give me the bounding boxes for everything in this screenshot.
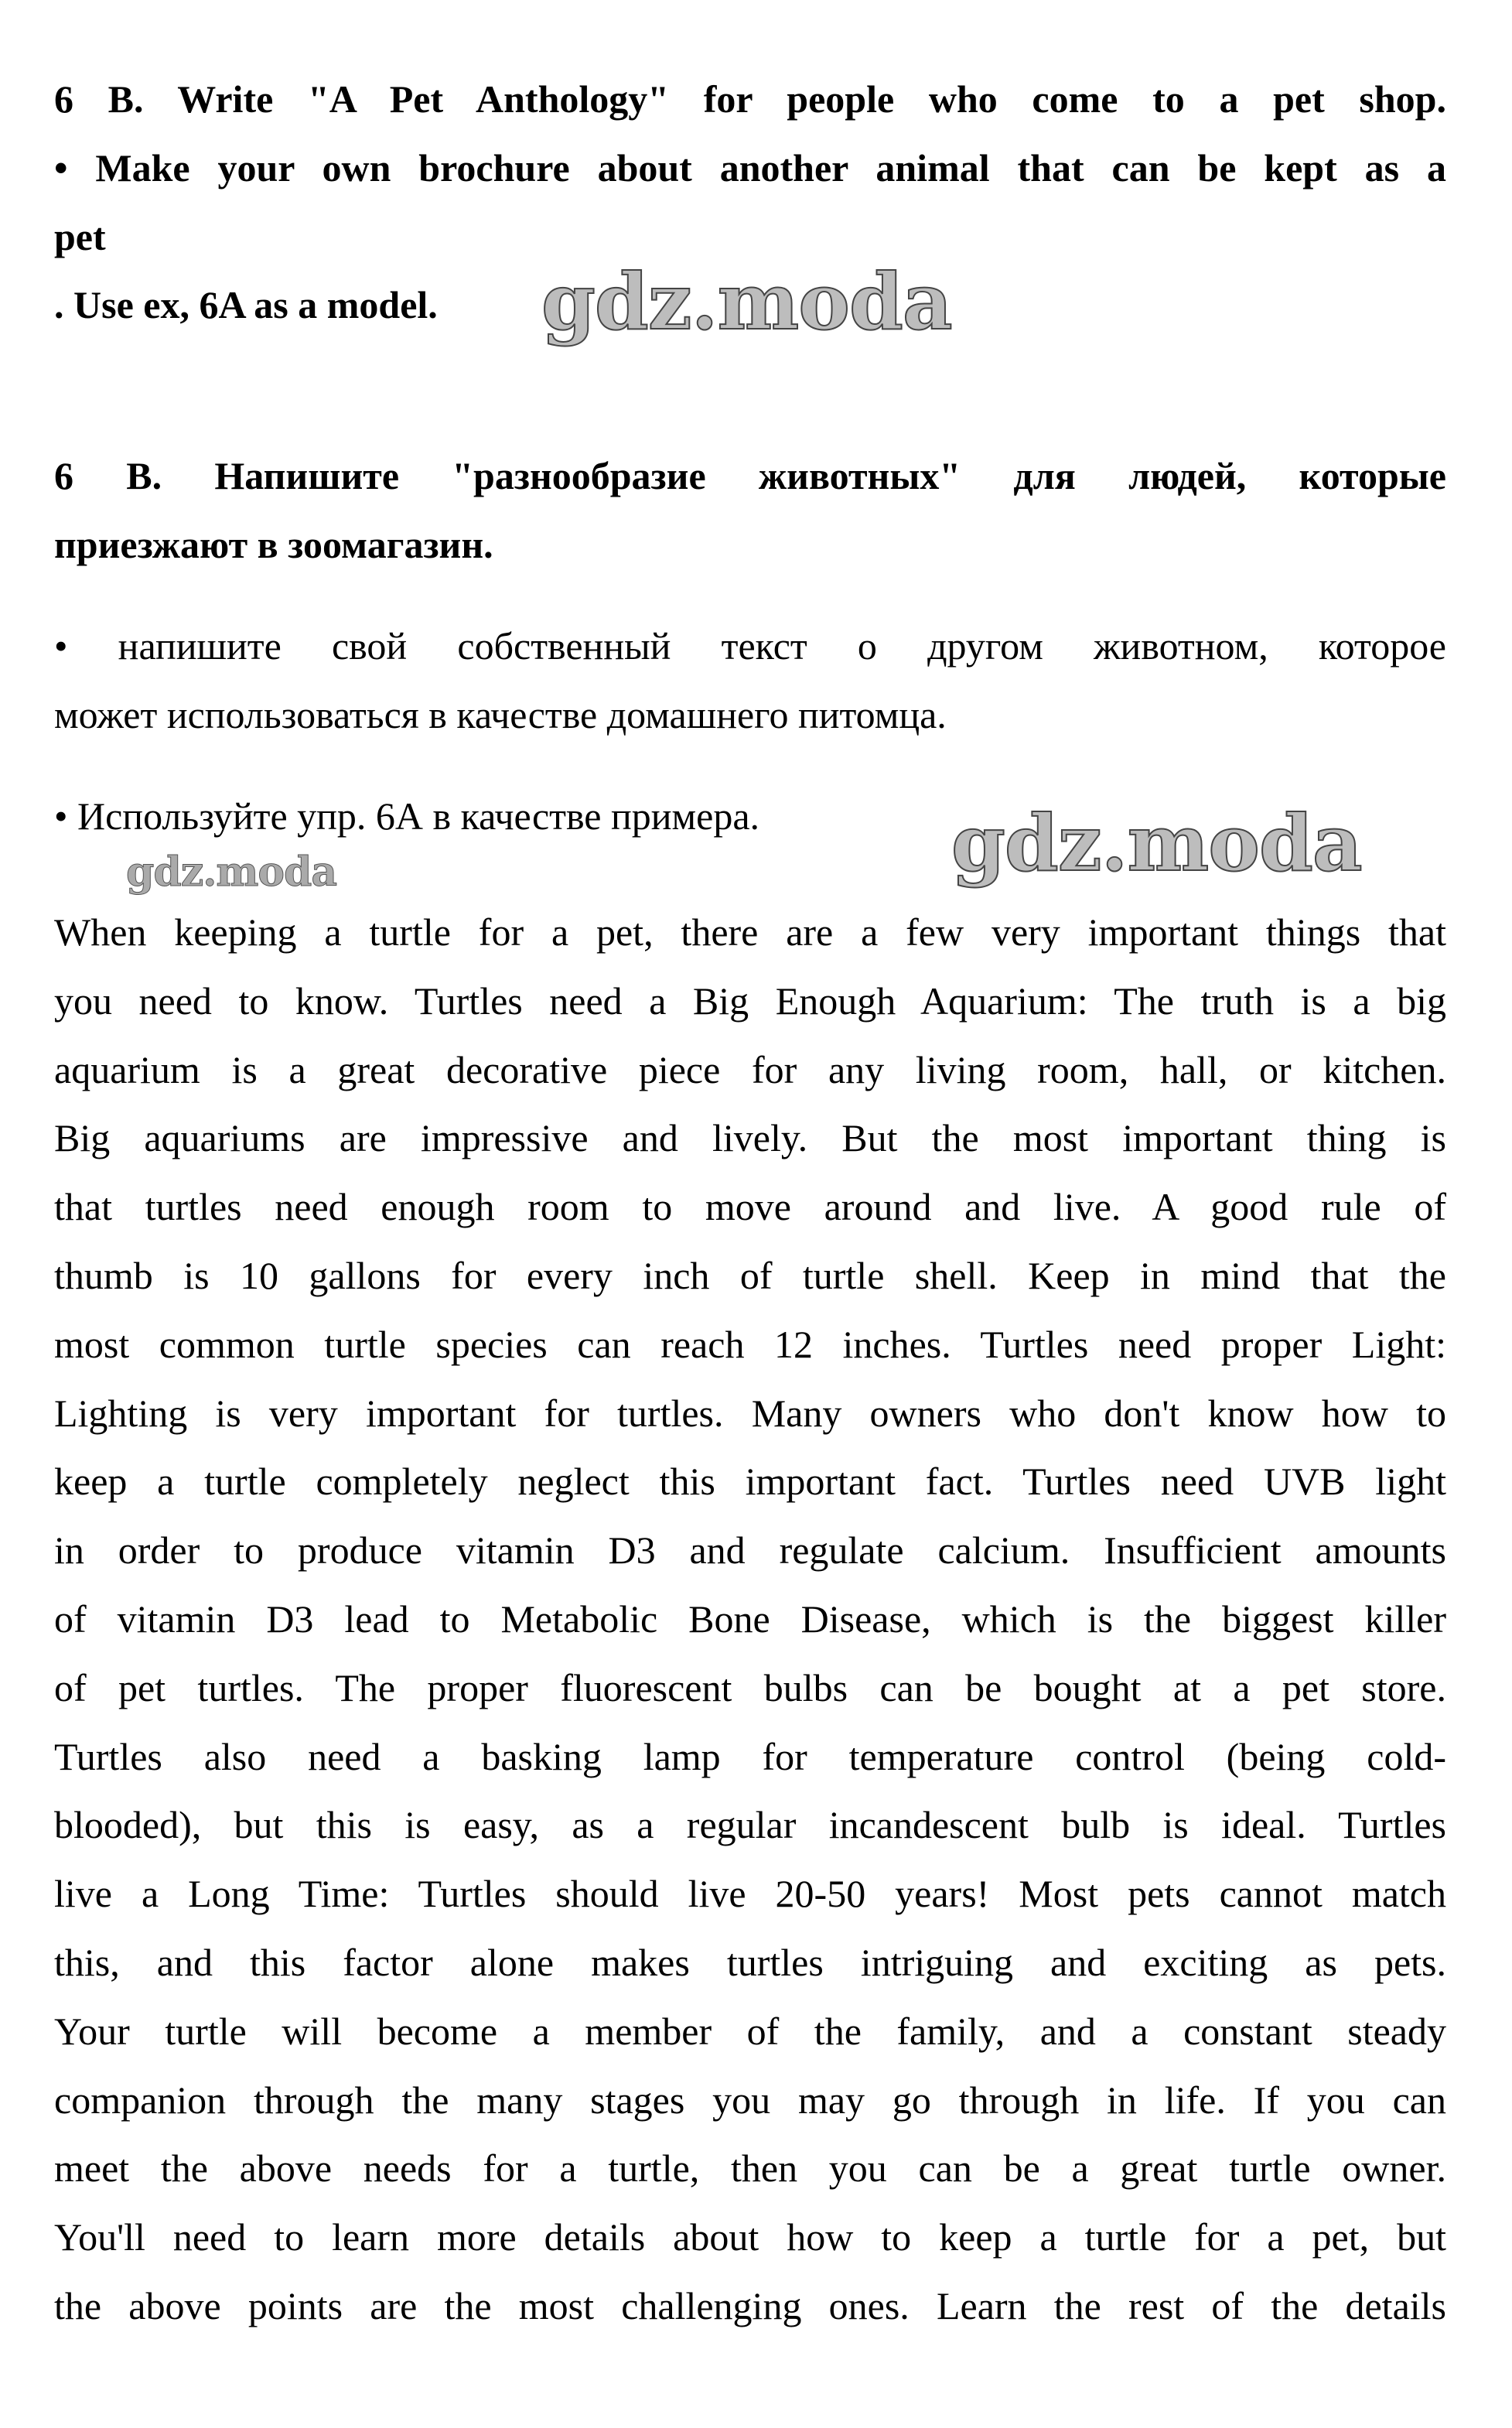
task-ru-title-line: 6 В. Напишите "разнообразие животных" для людей, которые <box>54 454 1446 497</box>
answer-line: that turtles need enough room to move around and live. A good rule of <box>54 1185 1446 1229</box>
task-ru-bullet-line: • напишите свой собственный текст о другом животном, которое <box>54 624 1446 668</box>
answer-line: Lighting is very important for turtles. Many owners who don't know how to <box>54 1391 1446 1435</box>
answer-line: keep a turtle completely neglect this important fact. Turtles need UVB light <box>54 1460 1446 1504</box>
answer-line: Big aquariums are impressive and lively. But the most important thing is <box>54 1116 1446 1160</box>
answer-line: in order to produce vitamin D3 and regulate calcium. Insufficient amounts <box>54 1528 1446 1573</box>
answer-line: you need to know. Turtles need a Big Enough Aquarium: The truth is a big <box>54 978 1446 1023</box>
task-russian-title <box>54 442 1446 579</box>
answer-line: You'll need to learn more details about how to keep a turtle for a pet, but <box>54 2215 1446 2259</box>
task-title: 6 B. Write "A Pet Anthology" for people who come to a pet shop. <box>54 77 1446 121</box>
watermark-logo: gdz.moda <box>541 256 952 347</box>
answer-line: Turtles also need a basking lamp for temperature control (being cold- <box>54 1734 1446 1778</box>
answer-line: blooded), but this is easy, as a regular incandescent bulb is ideal. Turtles <box>54 1803 1446 1847</box>
task-ru-bullet2: • Используйте упр. 6А в качестве примера. <box>54 794 760 838</box>
answer-text <box>54 898 1446 2341</box>
task-bullet-cont: pet <box>54 214 106 258</box>
answer-line: aquarium is a great decorative piece for any living room, hall, or kitchen. <box>54 1047 1446 1091</box>
answer-line: live a Long Time: Turtles should live 20-50 years! Most pets cannot match <box>54 1872 1446 1916</box>
task-russian-bullet <box>54 612 1446 750</box>
answer-line: of pet turtles. The proper fluorescent bulbs can be bought at a pet store. <box>54 1665 1446 1709</box>
task-ru-title-line: приезжают в зоомагазин. <box>54 522 493 566</box>
answer-line: most common turtle species can reach 12 inches. Turtles need proper Light: <box>54 1322 1446 1366</box>
task-bullet: • Make your own brochure about another animal that can be kept as a <box>54 145 1446 190</box>
task-model-note: . Use ex, 6A as a model. <box>54 283 438 327</box>
answer-line: Your turtle will become a member of the family, and a constant steady <box>54 2009 1446 2053</box>
watermark-logo: gdz.moda <box>126 849 337 896</box>
watermark-logo: gdz.moda <box>951 797 1362 889</box>
answer-line: of vitamin D3 lead to Metabolic Bone Disease, which is the biggest killer <box>54 1596 1446 1641</box>
answer-line: meet the above needs for a turtle, then you can be a great turtle owner. <box>54 2146 1446 2191</box>
answer-line: the above points are the most challenging ones. Learn the rest of the details <box>54 2283 1446 2327</box>
task-ru-bullet-line: может использоваться в качестве домашнего питомца. <box>54 692 947 736</box>
answer-line: When keeping a turtle for a pet, there are a few very important things that <box>54 910 1446 954</box>
answer-line: companion through the many stages you may go through in life. If you can <box>54 2078 1446 2122</box>
answer-line: thumb is 10 gallons for every inch of turtle shell. Keep in mind that the <box>54 1253 1446 1297</box>
answer-line: this, and this factor alone makes turtles intriguing and exciting as pets. <box>54 1940 1446 1984</box>
